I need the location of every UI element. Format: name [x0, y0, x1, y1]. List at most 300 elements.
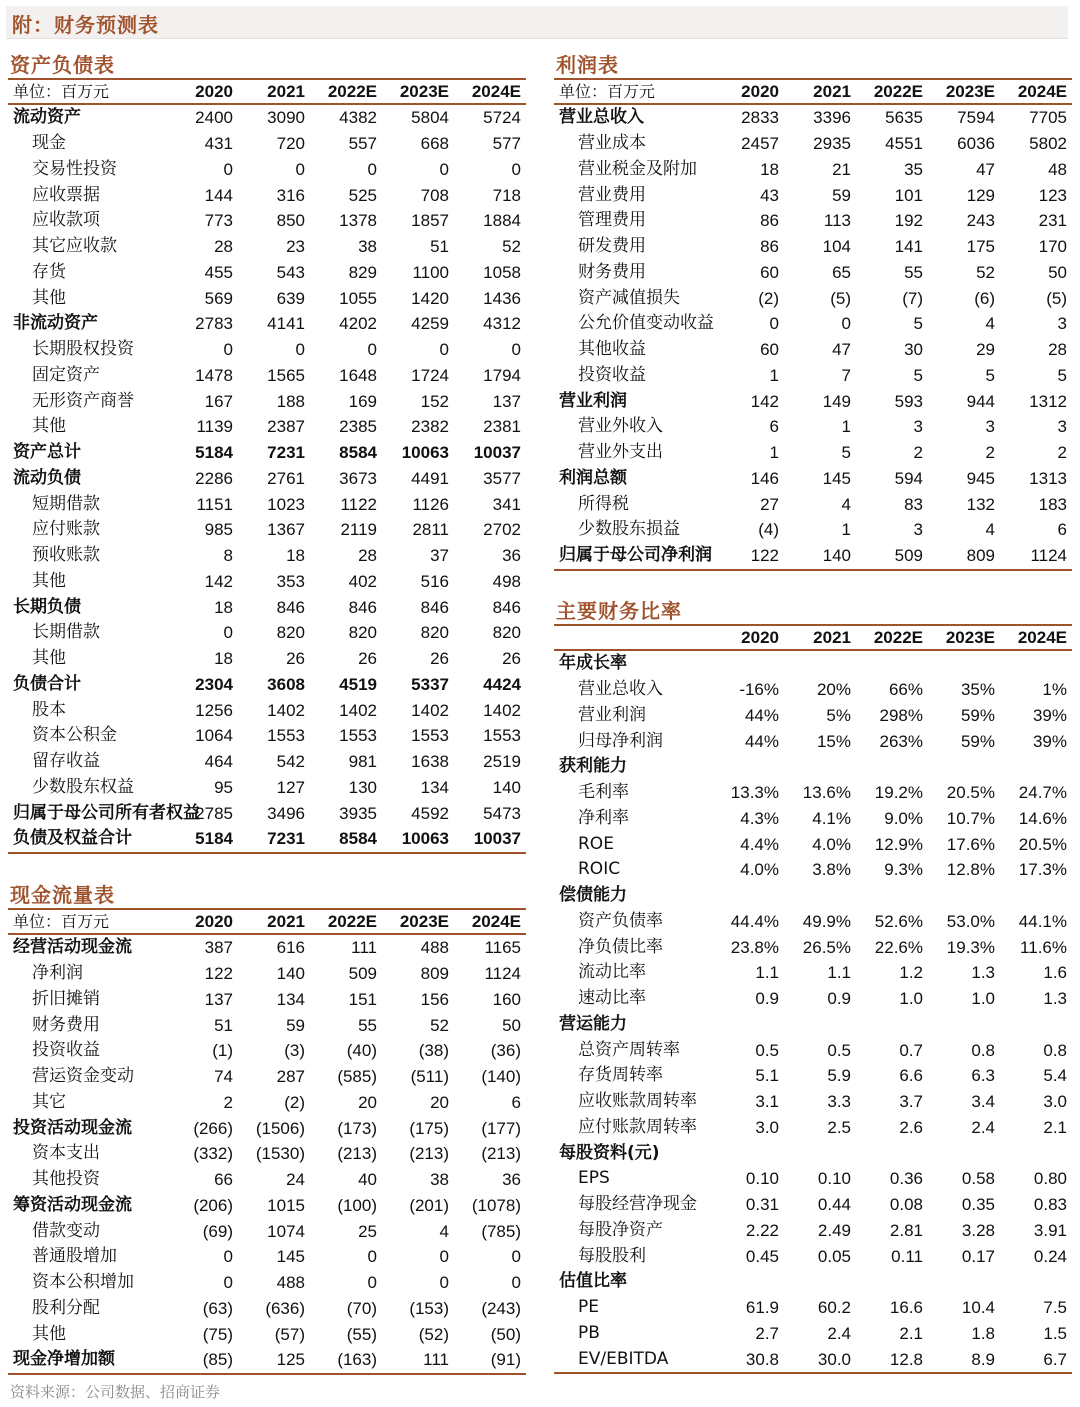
- row-label: 其他投资: [32, 1169, 100, 1190]
- row-label: 投资活动现金流: [13, 1117, 132, 1138]
- cell-value: 1478: [195, 365, 233, 385]
- cell-value: 263%: [879, 731, 923, 751]
- cell-value: 1151: [196, 494, 233, 514]
- cell-value: 47: [976, 159, 995, 179]
- row-label: 资产总计: [13, 442, 81, 463]
- cell-value: 402: [348, 571, 377, 591]
- cell-value: 1857: [411, 211, 449, 231]
- cell-value: 846: [348, 597, 377, 617]
- cell-value: 9.3%: [884, 860, 923, 880]
- cell-value: [928, 883, 1000, 909]
- cell-value: 5.9: [827, 1066, 851, 1086]
- cell-value: (1): [212, 1041, 233, 1061]
- cell-value: 298%: [879, 705, 923, 725]
- cell-value: (5): [830, 288, 851, 308]
- cell-value: 0.45: [745, 1246, 779, 1266]
- row-label: 普通股增加: [32, 1246, 117, 1267]
- cell-value: 86: [760, 211, 779, 231]
- table-row: [554, 131, 1072, 157]
- table-header-row: [8, 909, 526, 934]
- table-row: [8, 1321, 526, 1347]
- cell-value: 2519: [483, 752, 521, 772]
- cell-value: 59%: [960, 705, 995, 725]
- cell-value: [928, 1012, 1000, 1038]
- cell-value: 3: [1057, 314, 1067, 334]
- cell-value: 20: [358, 1092, 377, 1112]
- cell-value: 26: [502, 649, 521, 669]
- row-label: 非流动资产: [13, 313, 98, 334]
- row-label: 资产负债率: [578, 910, 663, 931]
- cell-value: 5: [913, 314, 923, 334]
- table-row: [8, 466, 526, 492]
- cell-value: 23.8%: [730, 937, 779, 957]
- cell-value: 52: [430, 1015, 449, 1035]
- cell-value: 5%: [826, 705, 851, 725]
- cell-value: [784, 650, 856, 677]
- row-label: 营业外支出: [578, 442, 663, 463]
- cell-value: 51: [214, 1015, 233, 1035]
- cell-value: 26: [430, 649, 449, 669]
- table-row: [8, 723, 526, 749]
- cell-value: 2833: [741, 108, 779, 128]
- cell-value: 2: [1057, 443, 1067, 463]
- cell-value: 1724: [411, 365, 449, 385]
- cell-value: 820: [420, 623, 449, 643]
- row-label: 股本: [32, 699, 66, 720]
- cell-value: 59: [286, 1015, 305, 1035]
- cell-value: 142: [204, 571, 233, 591]
- cell-value: 21: [832, 159, 851, 179]
- table-row: [554, 831, 1072, 857]
- table-row: [554, 1243, 1072, 1269]
- cell-value: 773: [204, 211, 233, 231]
- cell-value: 1074: [267, 1221, 305, 1241]
- cell-value: 0.10: [817, 1169, 851, 1189]
- table-header-row: [554, 625, 1072, 650]
- cell-value: 6036: [957, 134, 995, 154]
- cell-value: 2381: [483, 417, 521, 437]
- cell-value: 1.6: [1043, 963, 1067, 983]
- cell-value: 488: [276, 1273, 305, 1293]
- cell-value: 0: [511, 159, 521, 179]
- cell-value: 0: [439, 1273, 449, 1293]
- cell-value: (206): [193, 1195, 233, 1215]
- cell-value: 5635: [885, 108, 923, 128]
- row-label: 应收账款周转率: [578, 1091, 697, 1112]
- cell-value: 0: [223, 1247, 233, 1267]
- cell-value: [928, 1140, 1000, 1166]
- cell-value: 846: [276, 597, 305, 617]
- cell-value: 2: [913, 443, 923, 463]
- cell-value: 2.5: [827, 1117, 851, 1137]
- cell-value: 1023: [267, 494, 305, 514]
- table-row: [554, 728, 1072, 754]
- cell-value: 149: [822, 391, 851, 411]
- cell-value: 26.5%: [802, 937, 851, 957]
- cell-value: 4202: [339, 314, 377, 334]
- row-label: 所得税: [578, 493, 629, 514]
- table-row: [8, 388, 526, 414]
- row-label: 存货周转率: [578, 1065, 663, 1086]
- row-label: PB: [578, 1322, 600, 1343]
- cell-value: (50): [490, 1324, 521, 1344]
- table-row: [8, 987, 526, 1013]
- cell-value: 4.3%: [740, 808, 779, 828]
- cell-value: 144: [204, 185, 233, 205]
- cell-value: 2286: [195, 468, 233, 488]
- cell-value: [784, 1012, 856, 1038]
- cell-value: 52: [976, 262, 995, 282]
- cell-value: 61.9: [745, 1298, 779, 1318]
- cell-value: 4: [985, 520, 995, 540]
- cell-value: 0: [367, 1273, 377, 1293]
- cell-value: 7594: [957, 108, 995, 128]
- cell-value: (511): [410, 1067, 449, 1087]
- row-label: 交易性投资: [32, 158, 117, 179]
- cell-value: 5.4: [1043, 1066, 1067, 1086]
- cell-value: 1638: [411, 752, 449, 772]
- income-statement-title: 利润表: [556, 53, 619, 77]
- row-label: 营业税金及附加: [578, 158, 697, 179]
- cell-value: (75): [202, 1324, 233, 1344]
- row-label: 财务费用: [32, 1014, 100, 1035]
- row-label: 经营活动现金流: [13, 937, 132, 958]
- cell-value: 708: [420, 185, 449, 205]
- table-row: [554, 883, 1072, 909]
- cell-value: 101: [894, 185, 923, 205]
- cell-value: 2382: [411, 417, 449, 437]
- cell-value: 6.7: [1000, 1346, 1072, 1373]
- cell-value: 231: [1038, 211, 1067, 231]
- row-label: 其它应收款: [32, 236, 117, 257]
- cell-value: [856, 754, 928, 780]
- table-row: [554, 780, 1072, 806]
- row-label: 短期借款: [32, 493, 100, 514]
- row-label: 归属于母公司所有者权益: [13, 802, 200, 823]
- year-header: 2021: [238, 79, 310, 104]
- table-row: [554, 1192, 1072, 1218]
- table-row: [8, 517, 526, 543]
- cell-value: 167: [204, 391, 233, 411]
- cell-value: 944: [966, 391, 995, 411]
- year-header: 2024E: [454, 909, 526, 934]
- cell-value: (213): [481, 1144, 521, 1164]
- cell-value: 140: [492, 777, 521, 797]
- cell-value: 0: [223, 1273, 233, 1293]
- year-header: 2022E: [310, 909, 382, 934]
- table-row: [554, 1063, 1072, 1089]
- cell-value: 5: [1057, 365, 1067, 385]
- table-row: [8, 311, 526, 337]
- cell-value: 1312: [1029, 391, 1067, 411]
- table-row: [554, 363, 1072, 389]
- table-row: [554, 1140, 1072, 1166]
- cell-value: [784, 883, 856, 909]
- cell-value: 12.8%: [946, 860, 995, 880]
- cell-value: (266): [193, 1118, 233, 1138]
- cell-value: 140: [276, 964, 305, 984]
- cell-value: 86: [760, 237, 779, 257]
- row-label: 公允价值变动收益: [578, 313, 714, 334]
- cell-value: 66%: [888, 680, 923, 700]
- cell-value: 0.36: [889, 1169, 923, 1189]
- row-label: 股利分配: [32, 1297, 100, 1318]
- cell-value: 25: [358, 1221, 377, 1241]
- cell-value: (38): [418, 1041, 449, 1061]
- cell-value: 27: [760, 494, 779, 514]
- cell-value: 7: [841, 365, 851, 385]
- cell-value: 1055: [339, 288, 377, 308]
- cell-value: (140): [481, 1067, 521, 1087]
- cell-value: 0.9: [755, 989, 779, 1009]
- row-label: 其他: [32, 416, 66, 437]
- cell-value: 20: [430, 1092, 449, 1112]
- cell-value: 4424: [483, 674, 521, 694]
- cell-value: 28: [358, 546, 377, 566]
- cell-value: 3396: [813, 108, 851, 128]
- row-label: 利润总额: [559, 467, 627, 488]
- unit-label: 单位：百万元: [8, 909, 166, 934]
- cell-value: [784, 1269, 856, 1295]
- cell-value: (100): [337, 1195, 377, 1215]
- cell-value: 36: [502, 546, 521, 566]
- balance-sheet-title: 资产负债表: [10, 53, 115, 77]
- row-label: 资本支出: [32, 1143, 100, 1164]
- cell-value: 2.22: [745, 1220, 779, 1240]
- cell-value: 2385: [339, 417, 377, 437]
- row-label: 其他: [32, 1323, 66, 1344]
- year-header: 2024E: [1000, 79, 1072, 104]
- cell-value: [1000, 1012, 1072, 1038]
- cell-value: 18: [214, 649, 233, 669]
- cell-value: 0.80: [1033, 1169, 1067, 1189]
- cell-value: 0.5: [755, 1040, 779, 1060]
- cell-value: 1165: [484, 938, 521, 958]
- year-header: 2022E: [856, 79, 928, 104]
- table-row: [554, 1321, 1072, 1347]
- cell-value: 4.0%: [812, 834, 851, 854]
- cell-value: 4382: [339, 108, 377, 128]
- table-row: [8, 131, 526, 157]
- cell-value: 5: [985, 365, 995, 385]
- cell-value: 820: [276, 623, 305, 643]
- cell-value: 0.35: [961, 1195, 995, 1215]
- cell-value: 0.05: [817, 1246, 851, 1266]
- cell-value: 0.58: [961, 1169, 995, 1189]
- cell-value: 13.3%: [730, 783, 779, 803]
- table-row: [554, 440, 1072, 466]
- row-label: 营业总收入: [578, 679, 663, 700]
- cell-value: 1124: [484, 964, 521, 984]
- cell-value: (2): [284, 1092, 305, 1112]
- table-header-row: [8, 79, 526, 104]
- cell-value: 10.4: [961, 1298, 995, 1318]
- cell-value: 4551: [885, 134, 923, 154]
- row-label: 获利能力: [559, 756, 627, 777]
- cell-value: 122: [712, 543, 784, 570]
- row-label: 长期借款: [32, 622, 100, 643]
- cell-value: 2.49: [817, 1220, 851, 1240]
- table-row: [554, 1115, 1072, 1141]
- cell-value: 4519: [339, 674, 377, 694]
- cell-value: 2702: [483, 520, 521, 540]
- row-label: ROE: [578, 833, 614, 854]
- cell-value: 4312: [483, 314, 521, 334]
- row-label: 投资收益: [578, 364, 646, 385]
- cell-value: (332): [193, 1144, 233, 1164]
- table-row: [554, 414, 1072, 440]
- row-label: 其他: [32, 287, 66, 308]
- cell-value: 38: [430, 1170, 449, 1190]
- table-row: [554, 1295, 1072, 1321]
- cell-value: 17.3%: [1018, 860, 1067, 880]
- cell-value: 1124: [1000, 543, 1072, 570]
- cell-value: 20%: [816, 680, 851, 700]
- row-label: EPS: [578, 1168, 610, 1189]
- table-row: [554, 1218, 1072, 1244]
- table-row: [8, 543, 526, 569]
- cell-value: 1.5: [1043, 1323, 1067, 1343]
- cell-value: 616: [276, 938, 305, 958]
- cell-value: 35%: [960, 680, 995, 700]
- cell-value: 137: [204, 989, 233, 1009]
- cell-value: 0: [769, 314, 779, 334]
- cell-value: 1139: [196, 417, 233, 437]
- cell-value: 718: [492, 185, 521, 205]
- cell-value: 2119: [340, 520, 377, 540]
- cell-value: 140: [784, 543, 856, 570]
- cell-value: 0.7: [899, 1040, 923, 1060]
- cell-value: 0: [439, 159, 449, 179]
- cell-value: 111: [382, 1347, 454, 1374]
- cell-value: 44%: [744, 705, 779, 725]
- table-row: [8, 1218, 526, 1244]
- cell-value: (4): [758, 520, 779, 540]
- cell-value: 3.0: [755, 1117, 779, 1137]
- row-label: 折旧摊销: [32, 988, 100, 1009]
- cell-value: 3: [913, 520, 923, 540]
- cell-value: 142: [750, 391, 779, 411]
- cell-value: 525: [348, 185, 377, 205]
- cell-value: 1%: [1042, 680, 1067, 700]
- row-label: 其他: [32, 570, 66, 591]
- row-label: 偿债能力: [559, 885, 627, 906]
- cell-value: 146: [750, 468, 779, 488]
- cell-value: 14.6%: [1018, 808, 1067, 828]
- cell-value: 1402: [267, 700, 305, 720]
- cell-value: 1.8: [971, 1323, 995, 1343]
- table-row: [8, 1038, 526, 1064]
- cell-value: 59%: [960, 731, 995, 751]
- cell-value: 5473: [483, 803, 521, 823]
- row-label: 管理费用: [578, 210, 646, 231]
- table-row: [8, 646, 526, 672]
- cell-value: 39%: [1032, 705, 1067, 725]
- year-header: 2021: [784, 625, 856, 650]
- cell-value: 3: [1057, 417, 1067, 437]
- cell-value: 3.8%: [812, 860, 851, 880]
- cell-value: 2761: [267, 468, 305, 488]
- table-row: [554, 517, 1072, 543]
- cell-value: 0: [223, 159, 233, 179]
- ratios-title: 主要财务比率: [556, 599, 682, 623]
- row-label: 净利润: [32, 963, 83, 984]
- cell-value: (70): [346, 1298, 377, 1318]
- cell-value: 3.3: [827, 1092, 851, 1112]
- cell-value: 30: [904, 340, 923, 360]
- cell-value: 10.7%: [946, 808, 995, 828]
- row-label: 应付账款周转率: [578, 1116, 697, 1137]
- row-label: 研发费用: [578, 236, 646, 257]
- cell-value: 488: [420, 938, 449, 958]
- cell-value: 464: [204, 752, 233, 772]
- cell-value: 125: [238, 1347, 310, 1374]
- cell-value: 2.1: [1043, 1117, 1067, 1137]
- cell-value: 55: [904, 262, 923, 282]
- row-label: 应付账款: [32, 519, 100, 540]
- table-row: [554, 208, 1072, 234]
- cell-value: 1553: [483, 726, 521, 746]
- cell-value: (173): [337, 1118, 377, 1138]
- cell-value: [712, 650, 784, 677]
- cell-value: 37: [430, 546, 449, 566]
- cell-value: 122: [204, 964, 233, 984]
- cell-value: 1126: [412, 494, 449, 514]
- table-row: [8, 569, 526, 595]
- cell-value: (57): [274, 1324, 305, 1344]
- cell-value: 3577: [483, 468, 521, 488]
- cell-value: 569: [204, 288, 233, 308]
- cell-value: (6): [974, 288, 995, 308]
- row-label: 每股资料(元): [559, 1142, 660, 1163]
- row-label: 流动比率: [578, 962, 646, 983]
- cell-value: 1064: [195, 726, 233, 746]
- cell-value: [1000, 883, 1072, 909]
- cell-value: [712, 1012, 784, 1038]
- cell-value: 24: [286, 1170, 305, 1190]
- cell-value: 12.8: [856, 1346, 928, 1373]
- cell-value: 1122: [340, 494, 377, 514]
- cell-value: 455: [204, 262, 233, 282]
- cell-value: -16%: [739, 680, 779, 700]
- cell-value: 593: [894, 391, 923, 411]
- year-header: 2024E: [454, 79, 526, 104]
- cell-value: 0: [511, 1247, 521, 1267]
- cell-value: 353: [276, 571, 305, 591]
- table-row: [8, 104, 526, 131]
- cell-value: 829: [348, 262, 377, 282]
- cell-value: 341: [492, 494, 521, 514]
- cell-value: 38: [358, 237, 377, 257]
- table-row: [554, 754, 1072, 780]
- cell-value: 1100: [412, 262, 449, 282]
- row-label: 营运资金变动: [32, 1066, 134, 1087]
- cell-value: 5724: [483, 108, 521, 128]
- cell-value: 4: [985, 314, 995, 334]
- cell-value: 50: [502, 1015, 521, 1035]
- cell-value: 36: [502, 1170, 521, 1190]
- table-row: [8, 697, 526, 723]
- cell-value: 0: [841, 314, 851, 334]
- cell-value: 1: [769, 443, 779, 463]
- table-header-row: [554, 79, 1072, 104]
- row-label: 每股经营净现金: [578, 1194, 697, 1215]
- cell-value: 1420: [411, 288, 449, 308]
- table-row: [554, 677, 1072, 703]
- cell-value: 23: [286, 237, 305, 257]
- cell-value: 40: [358, 1170, 377, 1190]
- cell-value: 431: [204, 134, 233, 154]
